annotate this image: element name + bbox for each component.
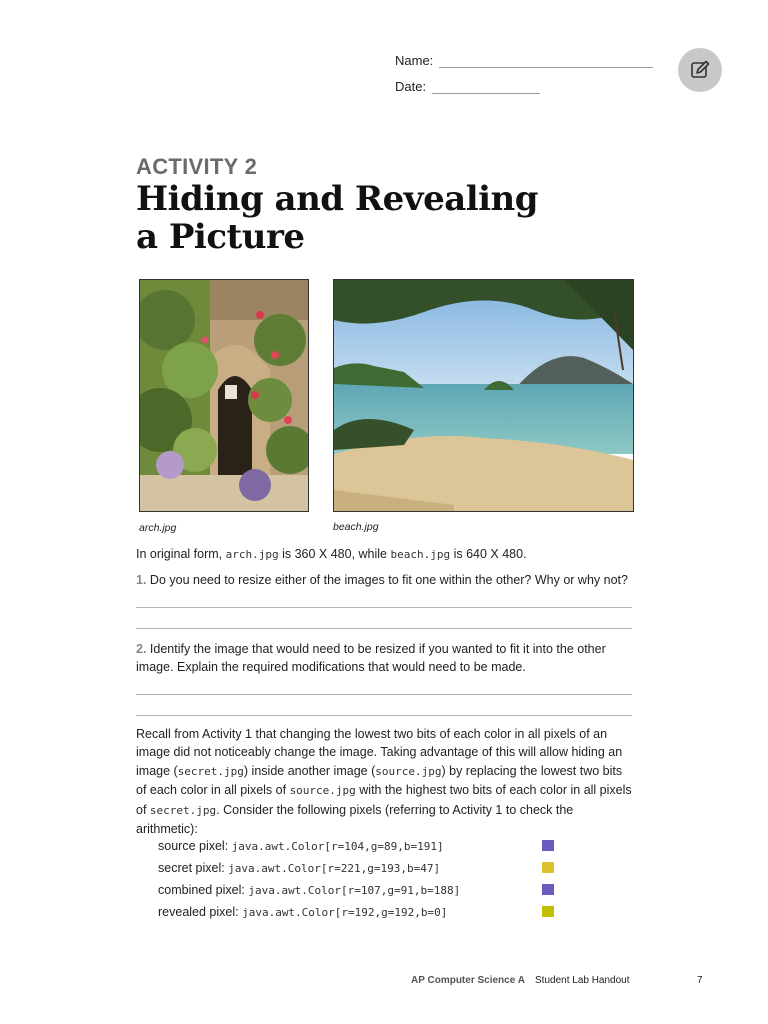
answer-line[interactable]	[136, 715, 632, 716]
combined-pixel-swatch	[542, 884, 554, 895]
recall-code-source-2: source.jpg	[289, 784, 356, 798]
question-1	[136, 571, 636, 589]
answer-line[interactable]	[136, 628, 632, 629]
footer-course: AP Computer Science A	[411, 975, 525, 986]
recall-text-4: with the highest two bits of each color in all pixels of	[136, 783, 632, 817]
date-blank[interactable]	[432, 93, 540, 94]
question-2	[136, 640, 636, 676]
question-2-number: 2.	[136, 642, 147, 656]
page-number: 7	[697, 975, 703, 986]
beach-image	[333, 279, 634, 512]
intro-code-arch: arch.jpg	[225, 548, 279, 561]
pixel-code: java.awt.Color[r=104,g=89,b=191]	[231, 840, 444, 853]
answer-line[interactable]	[136, 694, 632, 695]
pixel-label: combined pixel:	[158, 883, 249, 897]
revealed-pixel-swatch	[542, 906, 554, 917]
question-1-text: Do you need to resize either of the images to fit one within the other? Why or why not?	[146, 573, 628, 587]
intro-text-1: In original form,	[136, 547, 226, 561]
beach-caption: beach.jpg	[333, 521, 379, 533]
combined-pixel-row	[158, 883, 460, 897]
title-line-1: Hiding and Revealing	[136, 179, 539, 219]
recall-text-5: . Consider the following pixels (referring to Activity 1 to check the arithmetic):	[136, 802, 574, 837]
pixel-code: java.awt.Color[r=192,g=192,b=0]	[242, 906, 448, 919]
revealed-pixel-row	[158, 905, 447, 919]
recall-paragraph	[136, 725, 632, 838]
question-2-text: Identify the image that would need to be resized if you wanted to fit it into the other image. Explain the required modifications that would need to be made.	[136, 642, 606, 674]
title-line-2: a Picture	[136, 217, 305, 257]
date-label: Date:	[395, 79, 427, 94]
pixel-code: java.awt.Color[r=221,g=193,b=47]	[228, 862, 441, 875]
intro-text-3: is 640 X 480.	[450, 547, 527, 561]
source-pixel-row	[158, 839, 444, 853]
footer-handout: Student Lab Handout	[535, 975, 630, 986]
arch-caption: arch.jpg	[139, 522, 177, 534]
intro-text-2: is 360 X 480, while	[278, 547, 391, 561]
recall-text-2: ) inside another image (	[243, 763, 376, 778]
page-title	[136, 180, 538, 256]
pixel-label: revealed pixel:	[158, 905, 243, 919]
pencil-edit-icon[interactable]	[678, 48, 722, 92]
secret-pixel-row	[158, 861, 440, 875]
question-1-number: 1.	[136, 573, 147, 587]
name-field[interactable]	[395, 53, 653, 68]
intro-code-beach: beach.jpg	[390, 548, 451, 561]
name-blank[interactable]	[439, 67, 653, 68]
pixel-label: source pixel:	[158, 839, 232, 853]
pixel-code: java.awt.Color[r=107,g=91,b=188]	[248, 884, 461, 897]
source-pixel-swatch	[542, 840, 554, 851]
recall-code-secret-2: secret.jpg	[149, 803, 217, 817]
recall-code-source: source.jpg	[375, 764, 442, 778]
secret-pixel-swatch	[542, 862, 554, 873]
pixel-label: secret pixel:	[158, 861, 229, 875]
arch-image	[139, 279, 309, 512]
intro-text	[136, 545, 636, 564]
date-field[interactable]	[395, 79, 540, 94]
recall-text-1: Recall from Activity 1 that changing the lowest two bits of each color in all pixels of an image did not noticeably change the image. Taking advantage of this will allow hiding an image (	[136, 727, 623, 778]
activity-label: ACTIVITY 2	[136, 154, 258, 179]
recall-code-secret: secret.jpg	[177, 764, 244, 778]
name-label: Name:	[395, 53, 434, 68]
recall-text-3: ) by replacing the lowest two bits of each color in all pixels of	[136, 763, 623, 798]
answer-line[interactable]	[136, 607, 632, 608]
